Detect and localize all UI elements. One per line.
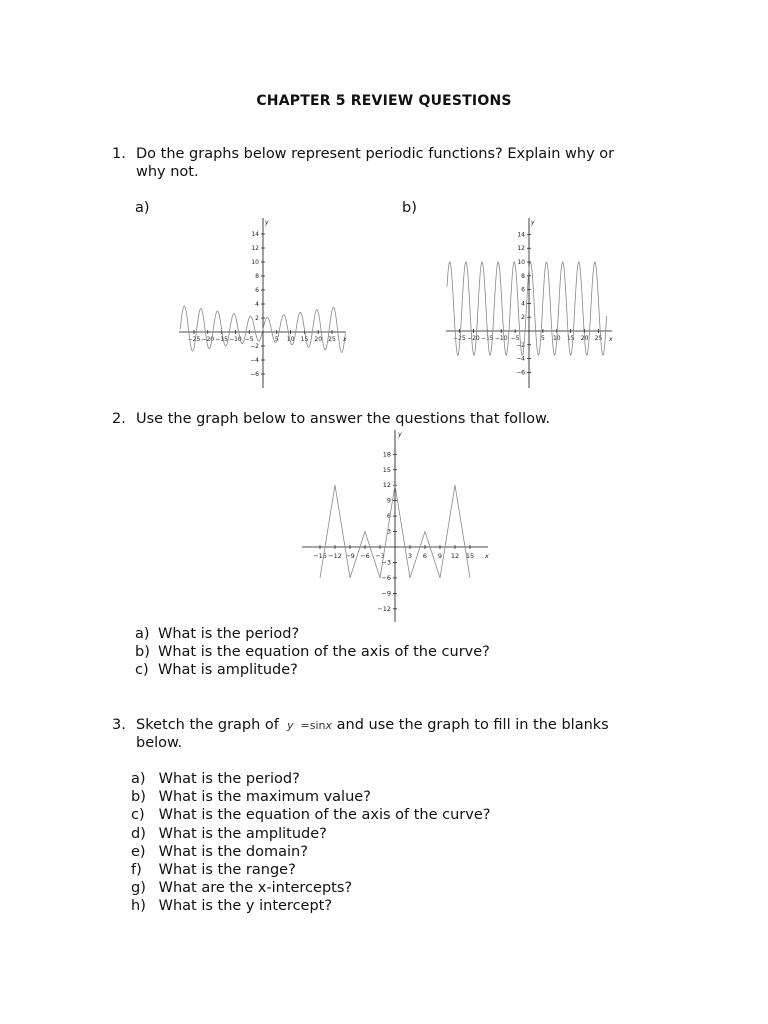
graph-a-x-tick-label: 10 bbox=[286, 336, 295, 343]
graph-b-y-tick-label: −6 bbox=[516, 369, 525, 377]
question-1-text-line2: why not. bbox=[136, 164, 199, 180]
graph-b-y-letter: y bbox=[531, 219, 535, 226]
question-3-text-line1: Sketch the graph of y =sinx and use the graph to fill in the blanks bbox=[136, 717, 609, 733]
question-1-number: 1. bbox=[112, 146, 126, 162]
graph-b-y-tick-label: 14 bbox=[517, 231, 525, 239]
graph-2-x-tick-label: 3 bbox=[407, 552, 413, 560]
question-3-item-g: g) What are the x-intercepts? bbox=[131, 880, 353, 897]
graph-a-x-tick-label: −10 bbox=[229, 336, 242, 343]
graph-2-x-letter: x bbox=[485, 552, 489, 560]
question-3-item-e: e) What is the domain? bbox=[131, 843, 308, 860]
graph-b-label: b) bbox=[402, 200, 417, 216]
graph-2-x-tick-label: 9 bbox=[437, 552, 443, 560]
graph-b-y-tick-label: 6 bbox=[521, 286, 525, 294]
graph-a-x-tick-label: 5 bbox=[274, 336, 279, 343]
graph-b-y-tick-label: 12 bbox=[517, 245, 525, 253]
question-2-item-b: b) What is the equation of the axis of the curve? bbox=[135, 644, 490, 661]
question-3-item-d: d) What is the amplitude? bbox=[131, 825, 327, 842]
graph-a-y-tick-label: 10 bbox=[251, 259, 259, 266]
graph-2-x-tick-label: −3 bbox=[375, 552, 385, 560]
graph-2-y-tick-label: 9 bbox=[386, 496, 391, 505]
graph-b-x-tick-label: 10 bbox=[552, 335, 561, 342]
question-3-item-f: f) What is the range? bbox=[131, 862, 296, 879]
graph-2-y-tick-label: −12 bbox=[377, 604, 391, 613]
graph-b-x-tick-label: 15 bbox=[566, 335, 575, 342]
question-1-text-line1: Do the graphs below represent periodic functions? Explain why or bbox=[136, 146, 615, 162]
graph-b-x-tick-label: 20 bbox=[580, 335, 589, 342]
graph-a-x-tick-label: −15 bbox=[215, 336, 228, 343]
graph-2-y-tick-label: 15 bbox=[382, 465, 391, 474]
question-3-item-a: a) What is the period? bbox=[131, 771, 300, 787]
graph-2-y-tick-label: 18 bbox=[382, 450, 391, 459]
graph-b-y-tick-label: 2 bbox=[521, 314, 525, 322]
graph-a-y-tick-label: −2 bbox=[250, 343, 259, 350]
graph-a-y-tick-label: 8 bbox=[255, 273, 259, 280]
graph-b-x-tick-label: −15 bbox=[480, 335, 494, 342]
question-3-items bbox=[131, 770, 490, 916]
graph-a-y-tick-label: 12 bbox=[251, 245, 259, 252]
graph-2-x-tick-label: −12 bbox=[328, 552, 342, 560]
graph-b-y-tick-label: −4 bbox=[516, 355, 525, 363]
graph-2-x-tick-label: −15 bbox=[313, 552, 327, 560]
graph-a-x-tick-label: −20 bbox=[201, 336, 215, 343]
graph-b-y-tick-label: 8 bbox=[521, 272, 525, 280]
graph-b-x-tick-label: −10 bbox=[494, 335, 508, 342]
graph-a-x-tick-label: 25 bbox=[328, 336, 336, 343]
graph-2-y-tick-label: 6 bbox=[386, 512, 391, 521]
graph-a-y-tick-label: −4 bbox=[250, 357, 259, 364]
graph-2-y-tick-label: −6 bbox=[381, 573, 391, 582]
graph-a-y-tick-label: 2 bbox=[255, 315, 259, 322]
graph-2-y-tick-label: −3 bbox=[381, 558, 391, 567]
graph-b-y-tick-label: 10 bbox=[517, 259, 525, 266]
question-2-item-a: a) What is the period? bbox=[135, 626, 300, 642]
graph-2-y-tick-label: 3 bbox=[386, 527, 391, 536]
graph-a-x-tick-label: −25 bbox=[187, 336, 201, 343]
question-3-item-h: h) What is the y intercept? bbox=[131, 898, 333, 915]
graph-a-y-letter: y bbox=[265, 219, 269, 226]
graph-a-x-tick-label: 15 bbox=[300, 336, 309, 343]
graph-2-y-tick-label: 12 bbox=[382, 481, 391, 490]
graph-b-x-letter: x bbox=[609, 336, 613, 343]
graph-a-y-tick-label: 4 bbox=[255, 301, 259, 308]
graph-a-y-tick-label: 6 bbox=[255, 287, 259, 294]
question-3-item-b: b) What is the maximum value? bbox=[131, 789, 371, 806]
page-title: CHAPTER 5 REVIEW QUESTIONS bbox=[256, 93, 512, 109]
graph-b-y-tick-label: 4 bbox=[521, 300, 525, 308]
graph-b-x-tick-label: 5 bbox=[540, 335, 545, 342]
graph-2-x-tick-label: 12 bbox=[450, 552, 460, 560]
graph-b-y-tick-label: −2 bbox=[516, 341, 525, 349]
graph-2-y-tick-label: −9 bbox=[381, 589, 391, 598]
graph-a-y-tick-label: −6 bbox=[250, 371, 259, 378]
graph-b-x-tick-label: −20 bbox=[467, 335, 480, 342]
question-2-text: Use the graph below to answer the questions that follow. bbox=[136, 411, 551, 427]
graph-2-x-tick-label: 15 bbox=[465, 552, 475, 560]
formula-y-sinx: y =sinx bbox=[287, 719, 333, 732]
graph-2-x-tick-label: −6 bbox=[360, 552, 370, 560]
graph-a-x-tick-label: −5 bbox=[244, 336, 254, 343]
question-3-text-line2: below. bbox=[136, 735, 183, 751]
question-3-item-c: c) What is the equation of the axis of the curve? bbox=[131, 807, 491, 824]
graph-b-x-tick-label: −25 bbox=[453, 335, 466, 342]
graph-a-y-tick-label: 14 bbox=[251, 231, 259, 238]
graph-2-x-tick-label: −9 bbox=[345, 552, 355, 560]
graph-a-x-letter: x bbox=[343, 336, 347, 343]
question-2-number: 2. bbox=[112, 411, 126, 427]
graph-2-x-tick-label: 6 bbox=[422, 552, 428, 560]
question-3-number: 3. bbox=[112, 717, 126, 733]
graph-b-x-tick-label: −5 bbox=[510, 335, 520, 342]
question-2-items bbox=[135, 625, 490, 680]
graph-a-x-tick-label: 20 bbox=[314, 336, 323, 343]
graph-b-x-tick-label: 25 bbox=[594, 335, 603, 342]
graph-a-label: a) bbox=[135, 200, 150, 216]
question-2-item-c: c) What is amplitude? bbox=[135, 662, 298, 679]
graph-2-y-letter: y bbox=[398, 430, 402, 438]
